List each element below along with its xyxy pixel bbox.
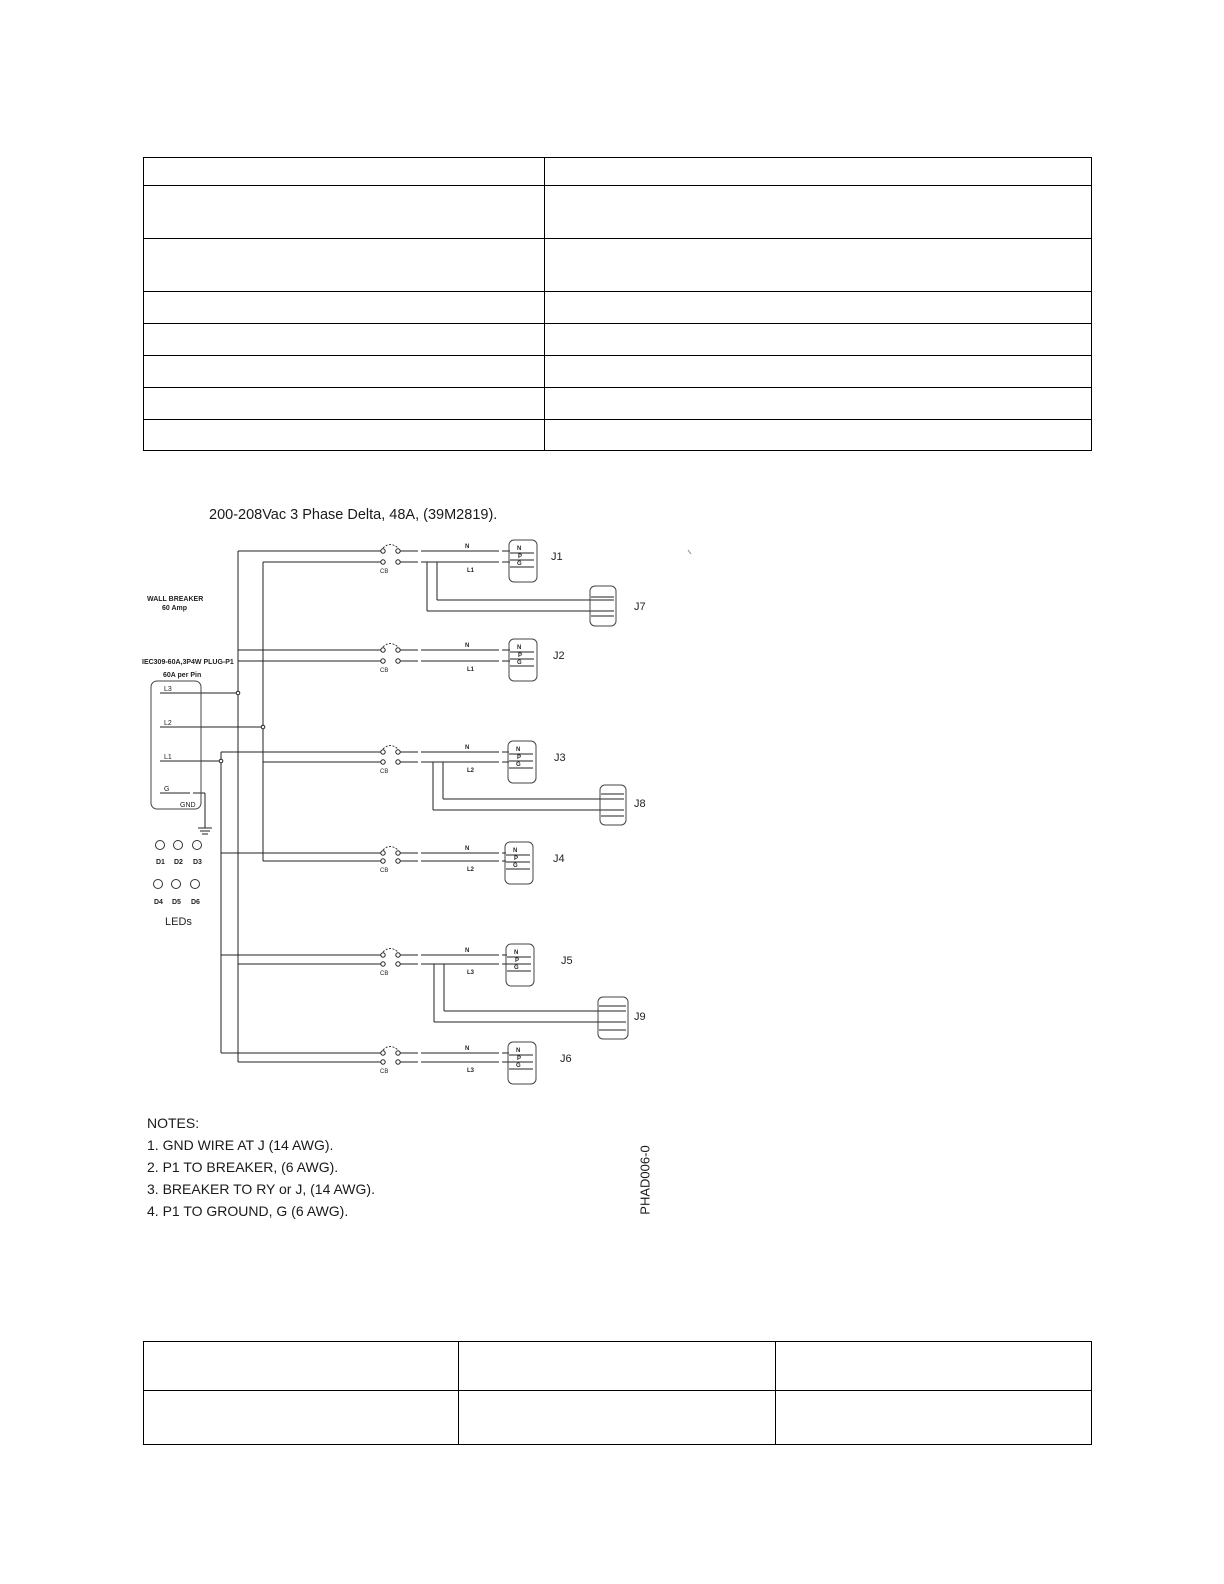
- breaker-label: CB: [380, 769, 389, 775]
- breaker-label: CB: [380, 569, 389, 575]
- junction-dot: [236, 691, 240, 695]
- jack-pin-label: P: [517, 1056, 522, 1062]
- breaker-label: CB: [380, 971, 389, 977]
- circuit-group: [380, 540, 573, 1084]
- leds-caption: LEDs: [165, 916, 192, 928]
- table-cell: [459, 1391, 776, 1445]
- plug-pin-label: L3: [164, 686, 172, 693]
- jack-outline: [506, 944, 534, 986]
- jack-pin-label: G: [516, 1063, 521, 1069]
- bottom-table: [143, 1341, 1092, 1445]
- breaker-terminal: [396, 851, 400, 855]
- jack-pin-label: P: [514, 856, 519, 862]
- note-item: 3. BREAKER TO RY or J, (14 AWG).: [147, 1181, 375, 1197]
- plug-label: IEC309-60A,3P4W PLUG-P1: [142, 659, 234, 666]
- led-indicator: [174, 841, 183, 850]
- jack-pin-label: G: [516, 762, 521, 768]
- jack-pin-label: N: [516, 1048, 521, 1054]
- led-indicator: [172, 880, 181, 889]
- neutral-label: N: [465, 1046, 470, 1052]
- led-label: D3: [193, 859, 202, 866]
- breaker-terminal: [381, 750, 385, 754]
- breaker-arc: [383, 1047, 398, 1051]
- jack-label: J2: [553, 650, 565, 662]
- breaker-terminal: [396, 560, 400, 564]
- aux-jack-label: J7: [634, 601, 646, 613]
- plug-pin-label: G: [164, 786, 170, 793]
- led-indicator: [156, 841, 165, 850]
- led-label: D5: [172, 899, 181, 906]
- neutral-label: N: [465, 544, 470, 550]
- breaker-terminal: [381, 962, 385, 966]
- breaker-arc: [383, 644, 398, 648]
- jack-outline: [508, 741, 536, 783]
- table-row: [144, 1391, 1092, 1445]
- jack-outline: [509, 540, 537, 582]
- jack-pin-label: N: [516, 747, 521, 753]
- notes-heading: NOTES:: [147, 1115, 200, 1131]
- jack-pin-label: P: [518, 554, 523, 560]
- jack-pin-label: G: [514, 965, 519, 971]
- led-label: D2: [174, 859, 183, 866]
- plug-p1: [151, 681, 201, 809]
- table-row: [144, 1342, 1092, 1391]
- breaker-terminal: [396, 859, 400, 863]
- breaker-terminal: [381, 1060, 385, 1064]
- table-cell: [776, 1342, 1092, 1391]
- jack-label: J6: [560, 1053, 572, 1065]
- led-indicator: [154, 880, 163, 889]
- wall-breaker-rating: 60 Amp: [162, 605, 188, 612]
- ground-label: GND: [180, 802, 196, 809]
- neutral-label: N: [465, 846, 470, 852]
- stray-mark: [688, 550, 691, 554]
- breaker-terminal: [381, 859, 385, 863]
- junction-dot: [219, 759, 223, 763]
- aux-jack-label: J9: [634, 1011, 646, 1023]
- plug-pin-label: L1: [164, 754, 172, 761]
- led-label: D4: [154, 899, 163, 906]
- breaker-arc: [383, 847, 398, 851]
- breaker-terminal: [381, 1051, 385, 1055]
- neutral-label: N: [465, 643, 470, 649]
- jack-pin-label: P: [517, 755, 522, 761]
- jack-pin-label: G: [517, 660, 522, 666]
- breaker-terminal: [381, 659, 385, 663]
- jack-label: J3: [554, 752, 566, 764]
- breaker-label: CB: [380, 868, 389, 874]
- plug-pin-label: L2: [164, 720, 172, 727]
- jack-label: J1: [551, 551, 563, 563]
- breaker-terminal: [396, 1060, 400, 1064]
- jack-pin-label: N: [514, 950, 519, 956]
- line-label: L3: [467, 970, 475, 976]
- jack-pin-label: N: [513, 848, 518, 854]
- table-cell: [144, 1342, 459, 1391]
- aux-jack-label: J8: [634, 798, 646, 810]
- jack-label: J5: [561, 955, 573, 967]
- jack-pin-label: P: [518, 653, 523, 659]
- note-item: 2. P1 TO BREAKER, (6 AWG).: [147, 1159, 339, 1175]
- drawing-id: PHAD006-0: [637, 1145, 653, 1215]
- notes-block: [147, 1112, 375, 1222]
- led-label: D1: [156, 859, 165, 866]
- breaker-terminal: [396, 760, 400, 764]
- breaker-terminal: [396, 659, 400, 663]
- diagram-title: 200-208Vac 3 Phase Delta, 48A, (39M2819).: [209, 507, 498, 523]
- table-cell: [459, 1342, 776, 1391]
- table-cell: [776, 1391, 1092, 1445]
- aux-jack-j8: [600, 785, 626, 825]
- note-item: 1. GND WIRE AT J (14 AWG).: [147, 1137, 334, 1153]
- breaker-terminal: [396, 953, 400, 957]
- note-item: 4. P1 TO GROUND, G (6 AWG).: [147, 1203, 349, 1219]
- led-label: D6: [191, 899, 200, 906]
- led-indicator: [193, 841, 202, 850]
- jack-pin-label: N: [517, 546, 522, 552]
- wall-breaker-label: WALL BREAKER: [147, 596, 204, 603]
- led-indicator: [191, 880, 200, 889]
- aux-jack-j9: [598, 997, 628, 1039]
- breaker-terminal: [381, 560, 385, 564]
- jack-pin-label: G: [513, 863, 518, 869]
- breaker-arc: [383, 545, 398, 549]
- table-cell: [144, 1391, 459, 1445]
- jack-pin-label: G: [517, 561, 522, 567]
- line-label: L3: [467, 1068, 475, 1074]
- neutral-label: N: [465, 745, 470, 751]
- line-label: L2: [467, 867, 475, 873]
- line-label: L1: [467, 568, 475, 574]
- breaker-label: CB: [380, 668, 389, 674]
- breaker-terminal: [396, 962, 400, 966]
- jack-outline: [505, 842, 533, 884]
- neutral-label: N: [465, 948, 470, 954]
- line-label: L2: [467, 768, 475, 774]
- breaker-arc: [383, 746, 398, 750]
- breaker-terminal: [381, 549, 385, 553]
- line-label: L1: [467, 667, 475, 673]
- breaker-terminal: [381, 648, 385, 652]
- plug-rating: 60A per Pin: [163, 672, 202, 679]
- jack-pin-label: N: [517, 645, 522, 651]
- jack-label: J4: [553, 853, 565, 865]
- junction-dot: [261, 725, 265, 729]
- jack-outline: [509, 639, 537, 681]
- breaker-terminal: [381, 953, 385, 957]
- breaker-label: CB: [380, 1069, 389, 1075]
- breaker-terminal: [396, 549, 400, 553]
- breaker-terminal: [381, 760, 385, 764]
- breaker-terminal: [381, 851, 385, 855]
- breaker-terminal: [396, 1051, 400, 1055]
- breaker-terminal: [396, 750, 400, 754]
- breaker-terminal: [396, 648, 400, 652]
- jack-outline: [508, 1042, 536, 1084]
- breaker-arc: [383, 949, 398, 953]
- jack-pin-label: P: [515, 958, 520, 964]
- aux-jack-j7: [590, 586, 616, 626]
